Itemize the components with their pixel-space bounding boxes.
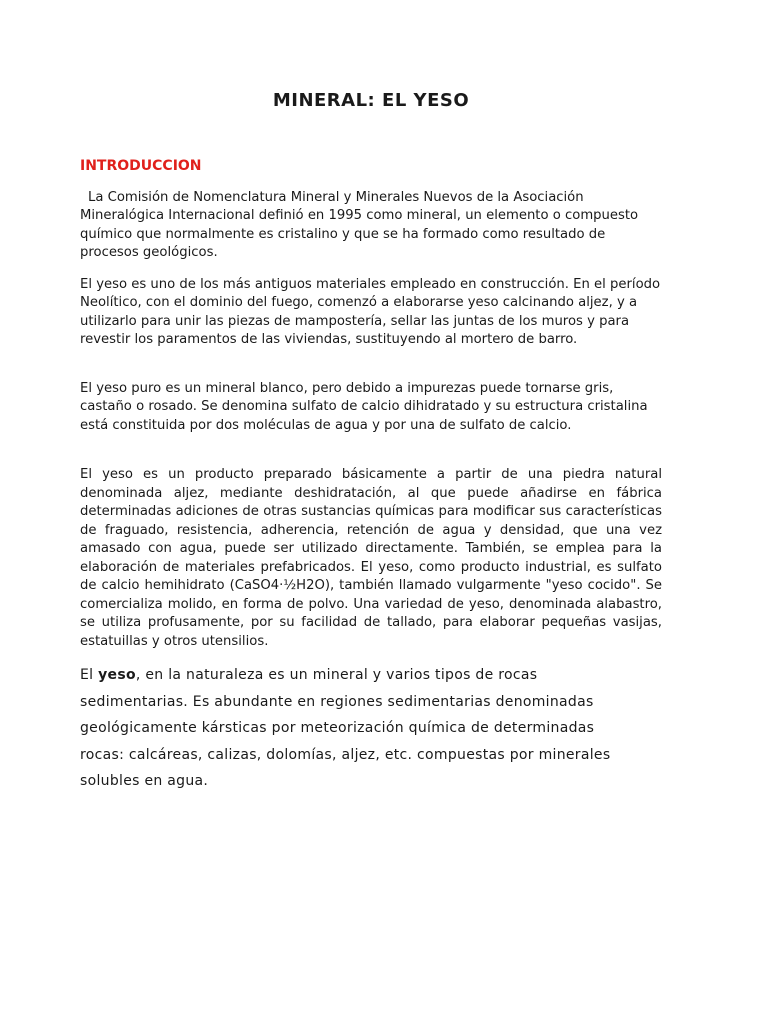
paragraph-composition: El yeso puro es un mineral blanco, pero debido a impurezas puede tornarse gris, castaño o rosado. Se denomina sulfato de calcio dihidratado y su estructura cristalina está constituida por dos moléculas de agua y por una de sulfato de calcio. (80, 381, 648, 433)
paragraph-history: El yeso es uno de los más antiguos materiales empleado en construcción. En el período Neolítico, con el dominio del fuego, comenzó a elaborarse yeso calcinando aljez, y a utilizarlo para unir las piezas de mampostería, sellar las juntas de los muros y para revestir los paramentos de las viviendas, sustituyendo al mortero de barro. (80, 277, 661, 348)
paragraph-nature-rest: , en la naturaleza es un mineral y varios tipos de rocas sedimentarias. Es abundante en regiones sedimentarias denominadas geológicamente kársticas por meteorización química de determinadas rocas: calcáreas, calizas, dolomías, aljez, etc. compuestas por minerales solubles en agua. (80, 667, 611, 789)
paragraph-nature-prefix: El (80, 667, 99, 683)
paragraph-nature (80, 662, 640, 795)
paragraph-product: El yeso es un producto preparado básicamente a partir de una piedra natural denominada aljez, mediante deshidratación, al que puede añadirse en fábrica determinadas adiciones de otras sustancias químicas para modificar sus características de fraguado, resistencia, adherencia, retención de agua y densidad, que una vez amasado con agua, puede ser utilizado directamente. También, se emplea para la elaboración de materiales prefabricados. El yeso, como producto industrial, es sulfato de calcio hemihidrato (CaSO4·½H2O), también llamado vulgarmente "yeso cocido". Se comercializa molido, en forma de polvo. Una variedad de yeso, denominada alabastro, se utiliza profusamente, por su facilidad de tallado, para elaborar pequeñas vasijas, estatuillas y otros utensilios. (80, 467, 662, 649)
paragraph-mineral-definition: La Comisión de Nomenclatura Mineral y Minerales Nuevos de la Asociación Mineralógica Internacional definió en 1995 como mineral, un elemento o compuesto químico que normalmente es cristalino y que se ha formado como resultado de procesos geológicos. (80, 190, 639, 261)
section-heading-introduccion: INTRODUCCION (80, 158, 202, 174)
document-title: MINERAL: EL YESO (272, 90, 470, 111)
paragraph-nature-bold-term: yeso (98, 667, 136, 683)
